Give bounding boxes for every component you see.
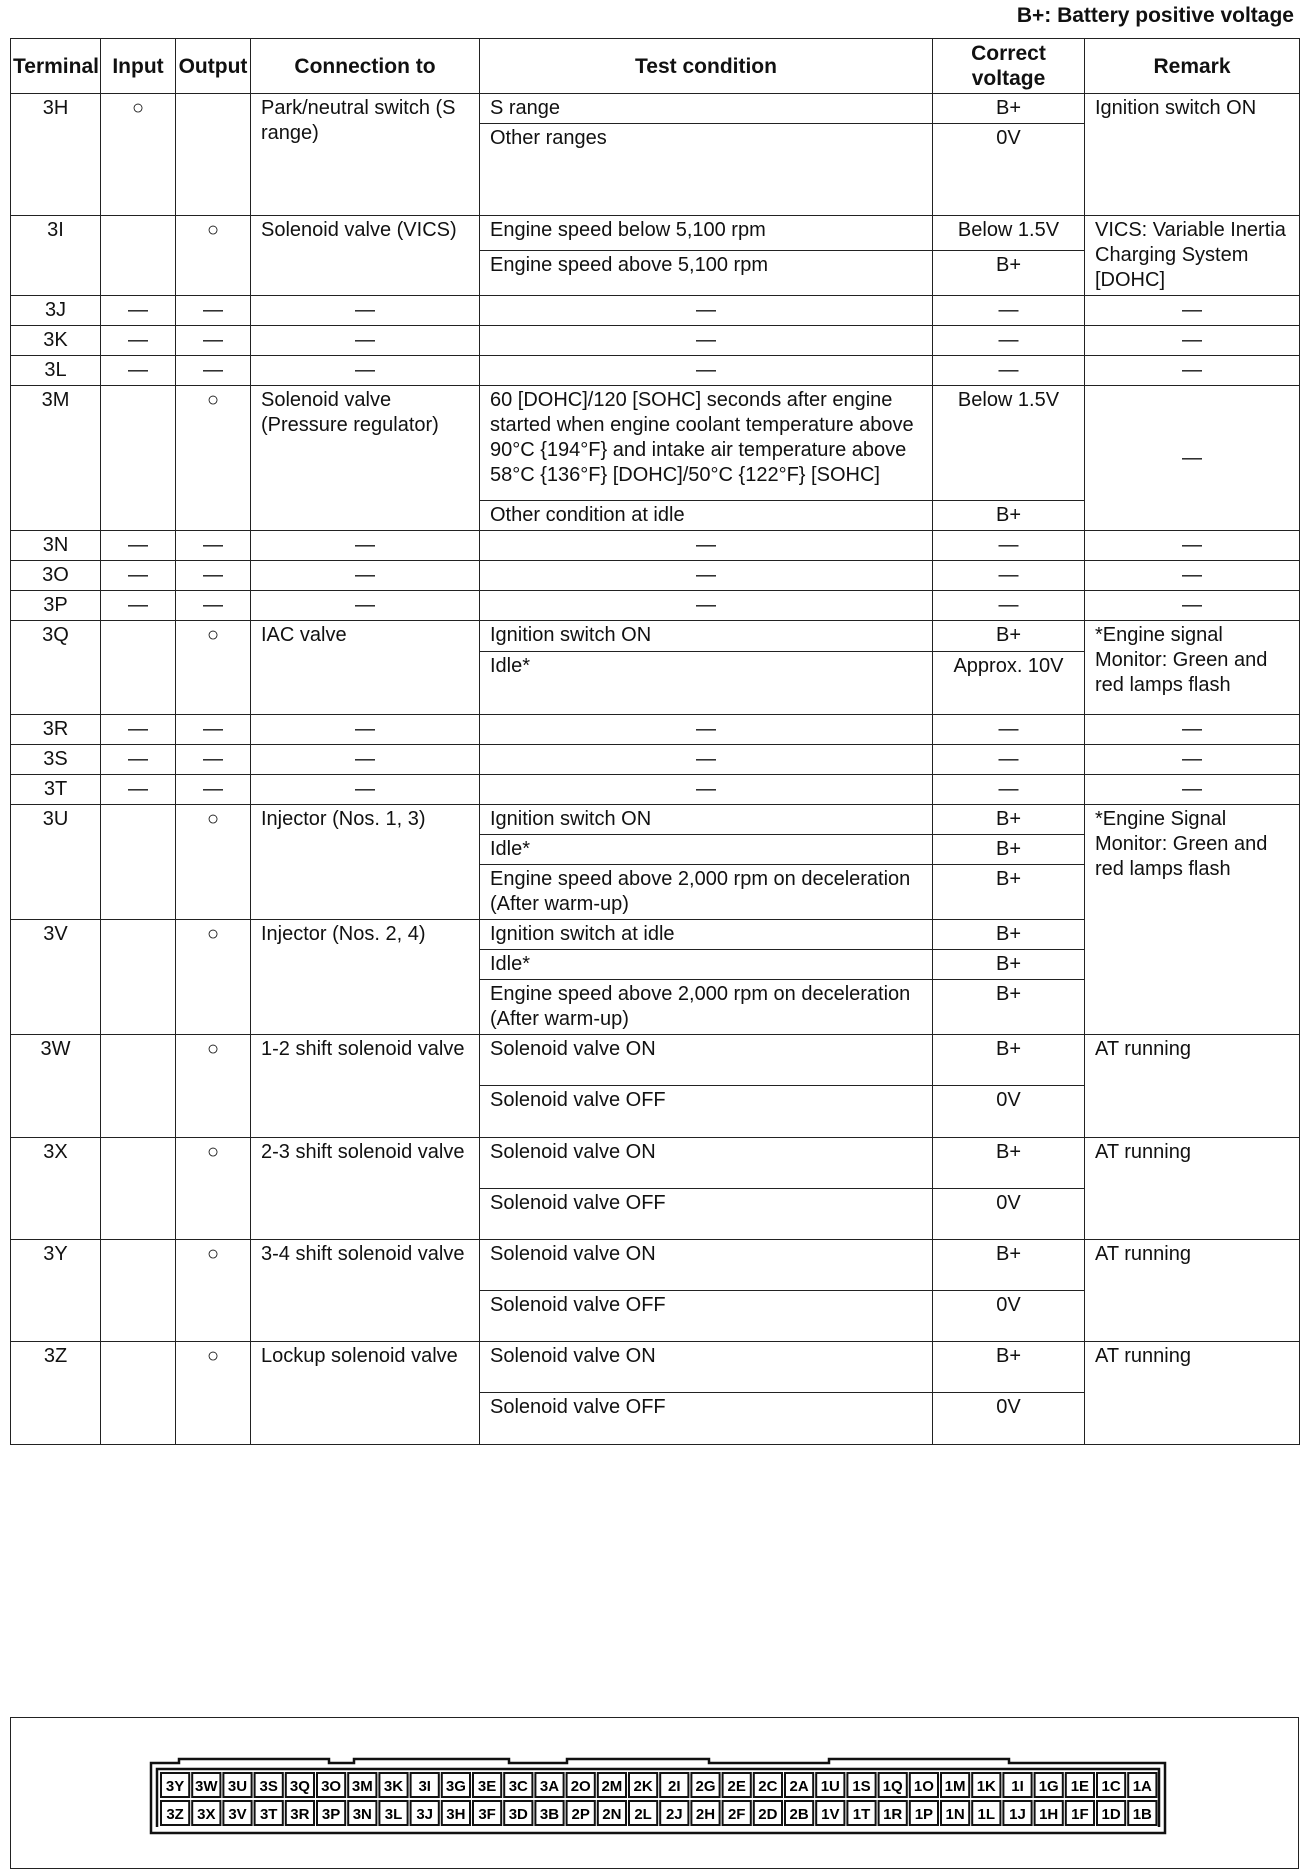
connector-diagram-box [10, 1717, 1299, 1869]
connector-pin-label: 1O [913, 1778, 934, 1795]
input-cell: ○ [101, 94, 176, 216]
connector-pin-label: 3R [290, 1806, 310, 1823]
connector-pin-label: 2E [727, 1778, 746, 1795]
connector-pin-label: 1S [852, 1778, 871, 1795]
correct-voltage-cell: Approx. 10V [933, 652, 1085, 715]
connection-cell: Lockup solenoid valve [251, 1342, 480, 1445]
remark-cell: — [1085, 591, 1300, 621]
connection-cell: — [251, 356, 480, 386]
connector-pin-label: 2N [602, 1806, 622, 1823]
table-row [11, 775, 1300, 805]
remark-cell: *Engine signal Monitor: Green and red lamps flash [1085, 621, 1300, 715]
output-cell: ○ [176, 1035, 251, 1138]
connection-cell: Park/neutral switch (S range) [251, 94, 480, 216]
input-cell: — [101, 775, 176, 805]
connector-pin-label: 2M [601, 1778, 623, 1795]
test-condition-cell: Other condition at idle [480, 501, 933, 531]
test-condition-cell: Solenoid valve ON [480, 1342, 933, 1393]
connector-pin-label: 3X [197, 1806, 216, 1823]
output-cell: ○ [176, 386, 251, 531]
connector-pin-label: 3E [477, 1778, 497, 1795]
connector-pin-label: 1V [821, 1806, 840, 1823]
connector-pin-label: 3W [195, 1778, 218, 1795]
output-cell: — [176, 356, 251, 386]
correct-voltage-cell: Below 1.5V [933, 386, 1085, 501]
connection-cell: 3-4 shift solenoid valve [251, 1240, 480, 1342]
connector-pin-label: 1J [1009, 1806, 1026, 1823]
connector-pin-label: 2L [634, 1806, 652, 1823]
correct-voltage-cell: B+ [933, 835, 1085, 865]
correct-voltage-cell: — [933, 326, 1085, 356]
header-remark: Remark [1085, 39, 1300, 94]
input-cell: — [101, 531, 176, 561]
table-row [11, 745, 1300, 775]
terminal-cell: 3W [11, 1035, 101, 1138]
connection-cell: — [251, 296, 480, 326]
correct-voltage-cell: — [933, 591, 1085, 621]
test-condition-cell: Ignition switch at idle [480, 920, 933, 950]
connector-pin-label: 3Q [289, 1778, 310, 1795]
connector-bottom-row [161, 1801, 1156, 1825]
correct-voltage-cell: B+ [933, 501, 1085, 531]
output-cell: — [176, 715, 251, 745]
input-cell: — [101, 745, 176, 775]
remark-cell: — [1085, 386, 1300, 531]
terminal-cell: 3R [11, 715, 101, 745]
correct-voltage-cell: B+ [933, 1138, 1085, 1189]
test-condition-cell: Solenoid valve OFF [480, 1393, 933, 1445]
connector-pin-label: 1T [852, 1806, 871, 1823]
connector-pin-label: 1G [1038, 1778, 1059, 1795]
header-connection: Connection to [251, 39, 480, 94]
remark-cell: AT running [1085, 1240, 1300, 1342]
header-output: Output [176, 39, 251, 94]
correct-voltage-cell: B+ [933, 920, 1085, 950]
terminal-cell: 3Z [11, 1342, 101, 1445]
terminal-cell: 3H [11, 94, 101, 216]
terminal-cell: 3Y [11, 1240, 101, 1342]
table-row [11, 531, 1300, 561]
header-correct-voltage: Correct voltage [933, 39, 1085, 94]
connector-pin-label: 1L [977, 1806, 996, 1823]
connection-cell: Solenoid valve (Pressure regulator) [251, 386, 480, 531]
connector-pin-label: 3B [539, 1806, 560, 1823]
terminal-cell: 3K [11, 326, 101, 356]
connector-pin-label: 3P [321, 1806, 341, 1823]
remark-cell: — [1085, 326, 1300, 356]
terminal-cell: 3I [11, 216, 101, 296]
connector-pin-label: 3Y [165, 1778, 185, 1795]
connection-cell: — [251, 591, 480, 621]
correct-voltage-cell: — [933, 296, 1085, 326]
output-cell: ○ [176, 216, 251, 296]
correct-voltage-cell: — [933, 561, 1085, 591]
connector-pin-label: 2H [695, 1806, 716, 1823]
test-condition-cell: Solenoid valve OFF [480, 1086, 933, 1138]
connection-cell: — [251, 715, 480, 745]
table-row [11, 805, 1300, 835]
connector-pin-label: 3T [259, 1806, 278, 1823]
input-cell [101, 805, 176, 920]
connection-cell: — [251, 326, 480, 356]
connector-pin-label: 1P [914, 1806, 934, 1823]
test-condition-cell: Engine speed above 5,100 rpm [480, 250, 933, 295]
output-cell: — [176, 326, 251, 356]
remark-cell: Ignition switch ON [1085, 94, 1300, 216]
connector-pin-label: 3I [418, 1778, 431, 1795]
table-row [11, 621, 1300, 652]
input-cell [101, 216, 176, 296]
remark-cell: — [1085, 561, 1300, 591]
connector-pin-label: 3N [352, 1806, 372, 1823]
header-test-condition: Test condition [480, 39, 933, 94]
input-cell: — [101, 715, 176, 745]
correct-voltage-cell: — [933, 715, 1085, 745]
connector-pin-label: 2F [727, 1806, 746, 1823]
correct-voltage-cell: B+ [933, 1342, 1085, 1393]
connector-pin-label: 1A [1132, 1778, 1152, 1795]
connector-pin-label: 1I [1011, 1778, 1024, 1795]
test-condition-cell: — [480, 715, 933, 745]
input-cell: — [101, 296, 176, 326]
terminal-spec-table [10, 38, 1300, 1445]
terminal-cell: 3O [11, 561, 101, 591]
connector-pin-label: 2B [789, 1806, 809, 1823]
test-condition-cell: — [480, 561, 933, 591]
correct-voltage-cell: 0V [933, 1393, 1085, 1445]
table-row [11, 386, 1300, 501]
table-row [11, 591, 1300, 621]
correct-voltage-cell: B+ [933, 94, 1085, 124]
remark-cell: AT running [1085, 1342, 1300, 1445]
output-cell: — [176, 591, 251, 621]
correct-voltage-cell: — [933, 775, 1085, 805]
test-condition-cell: Solenoid valve OFF [480, 1291, 933, 1342]
test-condition-cell: — [480, 775, 933, 805]
connector-pin-label: 3J [416, 1806, 434, 1823]
connector-pin-label: 2C [758, 1778, 778, 1795]
correct-voltage-cell: B+ [933, 621, 1085, 652]
output-cell: ○ [176, 805, 251, 920]
connector-pin-label: 2O [570, 1778, 591, 1795]
connector-pin-label: 2P [571, 1806, 590, 1823]
correct-voltage-cell: B+ [933, 950, 1085, 980]
correct-voltage-cell: B+ [933, 250, 1085, 295]
remark-cell: — [1085, 531, 1300, 561]
connection-cell: Injector (Nos. 2, 4) [251, 920, 480, 1035]
remark-cell: — [1085, 775, 1300, 805]
connector-pin-label: 3D [508, 1806, 528, 1823]
connector-top-row [161, 1773, 1156, 1797]
connector-pin-label: 1U [820, 1778, 840, 1795]
remark-cell: — [1085, 745, 1300, 775]
test-condition-cell: Idle* [480, 950, 933, 980]
connector-pin-label: 2K [633, 1778, 653, 1795]
correct-voltage-cell: 0V [933, 1189, 1085, 1240]
legend-note: B+: Battery positive voltage [1016, 4, 1294, 27]
correct-voltage-cell: 0V [933, 1291, 1085, 1342]
connection-cell: IAC valve [251, 621, 480, 715]
terminal-cell: 3V [11, 920, 101, 1035]
header-input: Input [101, 39, 176, 94]
correct-voltage-cell: B+ [933, 865, 1085, 920]
table-row [11, 296, 1300, 326]
input-cell: — [101, 356, 176, 386]
output-cell: ○ [176, 920, 251, 1035]
table-row [11, 216, 1300, 251]
test-condition-cell: Solenoid valve ON [480, 1138, 933, 1189]
remark-cell: AT running [1085, 1035, 1300, 1138]
test-condition-cell: Solenoid valve ON [480, 1035, 933, 1086]
connector-pin-label: 2I [668, 1778, 681, 1795]
remark-cell: — [1085, 715, 1300, 745]
input-cell: — [101, 591, 176, 621]
terminal-cell: 3N [11, 531, 101, 561]
connector-pin-label: 1M [944, 1778, 966, 1795]
table-row [11, 1342, 1300, 1393]
connection-cell: 1-2 shift solenoid valve [251, 1035, 480, 1138]
connector-pin-label: 3A [539, 1778, 560, 1795]
connection-cell: Injector (Nos. 1, 3) [251, 805, 480, 920]
table-row [11, 715, 1300, 745]
output-cell: — [176, 745, 251, 775]
test-condition-cell: 60 [DOHC]/120 [SOHC] seconds after engine started when engine coolant temperature above 90°C {194°F} and intake air temperature above 58°C {136°F} [DOHC]/50°C {122°F} [SOHC] [480, 386, 933, 501]
correct-voltage-cell: B+ [933, 980, 1085, 1035]
connection-cell: — [251, 775, 480, 805]
connector-pin-label: 3S [259, 1778, 278, 1795]
output-cell: — [176, 775, 251, 805]
test-condition-cell: — [480, 591, 933, 621]
connector-pin-label: 2G [695, 1778, 716, 1795]
input-cell: — [101, 561, 176, 591]
ecu-connector-diagram [149, 1757, 1169, 1835]
test-condition-cell: Ignition switch ON [480, 805, 933, 835]
output-cell: — [176, 561, 251, 591]
connection-cell: — [251, 561, 480, 591]
input-cell [101, 1342, 176, 1445]
correct-voltage-cell: 0V [933, 1086, 1085, 1138]
connector-pin-label: 1N [945, 1806, 965, 1823]
input-cell [101, 386, 176, 531]
output-cell: ○ [176, 1138, 251, 1240]
test-condition-cell: Solenoid valve ON [480, 1240, 933, 1291]
connector-pin-label: 3Z [166, 1806, 184, 1823]
output-cell: ○ [176, 1240, 251, 1342]
connector-pin-label: 1F [1071, 1806, 1089, 1823]
connector-pin-label: 1C [1101, 1778, 1121, 1795]
test-condition-cell: Engine speed above 2,000 rpm on deceleration (After warm-up) [480, 980, 933, 1035]
test-condition-cell: Idle* [480, 652, 933, 715]
terminal-cell: 3X [11, 1138, 101, 1240]
connector-pin-label: 3F [478, 1806, 496, 1823]
table-row [11, 326, 1300, 356]
remark-cell: *Engine Signal Monitor: Green and red lamps flash [1085, 805, 1300, 1035]
test-condition-cell: S range [480, 94, 933, 124]
connector-pin-label: 3G [445, 1778, 466, 1795]
test-condition-cell: — [480, 296, 933, 326]
output-cell: ○ [176, 1342, 251, 1445]
remark-cell: VICS: Variable Inertia Charging System [DOHC] [1085, 216, 1300, 296]
table-row [11, 94, 1300, 124]
header-terminal: Terminal [11, 39, 101, 94]
input-cell [101, 1240, 176, 1342]
table-row [11, 1035, 1300, 1086]
table-row [11, 561, 1300, 591]
connector-pin-label: 1K [976, 1778, 996, 1795]
correct-voltage-cell: — [933, 356, 1085, 386]
connector-pin-label: 3U [227, 1778, 248, 1795]
terminal-cell: 3Q [11, 621, 101, 715]
connector-pin-label: 2J [665, 1806, 683, 1823]
correct-voltage-cell: — [933, 745, 1085, 775]
output-cell: — [176, 531, 251, 561]
terminal-cell: 3M [11, 386, 101, 531]
correct-voltage-cell: 0V [933, 124, 1085, 216]
connector-pin-label: 2D [758, 1806, 778, 1823]
connector-pin-label: 3M [351, 1778, 373, 1795]
connector-pin-label: 3K [383, 1778, 404, 1795]
remark-cell: AT running [1085, 1138, 1300, 1240]
connector-pin-label: 1D [1101, 1806, 1121, 1823]
input-cell [101, 1035, 176, 1138]
terminal-cell: 3T [11, 775, 101, 805]
table-row [11, 1138, 1300, 1189]
correct-voltage-cell: B+ [933, 1035, 1085, 1086]
terminal-cell: 3U [11, 805, 101, 920]
remark-cell: — [1085, 356, 1300, 386]
test-condition-cell: Other ranges [480, 124, 933, 216]
correct-voltage-cell: B+ [933, 805, 1085, 835]
table-row [11, 1240, 1300, 1291]
remark-cell: — [1085, 296, 1300, 326]
connector-pin-label: 3O [321, 1778, 342, 1795]
input-cell [101, 920, 176, 1035]
input-cell: — [101, 326, 176, 356]
test-condition-cell: Engine speed above 2,000 rpm on deceleration (After warm-up) [480, 865, 933, 920]
input-cell [101, 621, 176, 715]
output-cell [176, 94, 251, 216]
connector-pin-label: 2A [789, 1778, 809, 1795]
connection-cell: Solenoid valve (VICS) [251, 216, 480, 296]
connector-pin-label: 3L [384, 1806, 403, 1823]
terminal-cell: 3S [11, 745, 101, 775]
connector-pin-label: 3V [228, 1806, 247, 1823]
input-cell [101, 1138, 176, 1240]
connector-pin-label: 1E [1070, 1778, 1090, 1795]
test-condition-cell: — [480, 326, 933, 356]
terminal-cell: 3P [11, 591, 101, 621]
test-condition-cell: Ignition switch ON [480, 621, 933, 652]
terminal-cell: 3L [11, 356, 101, 386]
correct-voltage-cell: B+ [933, 1240, 1085, 1291]
test-condition-cell: Idle* [480, 835, 933, 865]
table-row [11, 356, 1300, 386]
connector-pin-label: 1B [1132, 1806, 1152, 1823]
correct-voltage-cell: Below 1.5V [933, 216, 1085, 251]
test-condition-cell: — [480, 745, 933, 775]
output-cell: ○ [176, 621, 251, 715]
connector-pin-label: 3C [508, 1778, 528, 1795]
connector-pin-label: 3H [446, 1806, 466, 1823]
connector-pin-label: 1H [1039, 1806, 1059, 1823]
output-cell: — [176, 296, 251, 326]
correct-voltage-cell: — [933, 531, 1085, 561]
connector-pin-label: 1Q [882, 1778, 903, 1795]
test-condition-cell: — [480, 531, 933, 561]
terminal-cell: 3J [11, 296, 101, 326]
connection-cell: 2-3 shift solenoid valve [251, 1138, 480, 1240]
header-row [11, 39, 1300, 94]
connection-cell: — [251, 531, 480, 561]
test-condition-cell: Solenoid valve OFF [480, 1189, 933, 1240]
connector-pin-label: 1R [883, 1806, 903, 1823]
connection-cell: — [251, 745, 480, 775]
test-condition-cell: — [480, 356, 933, 386]
test-condition-cell: Engine speed below 5,100 rpm [480, 216, 933, 251]
